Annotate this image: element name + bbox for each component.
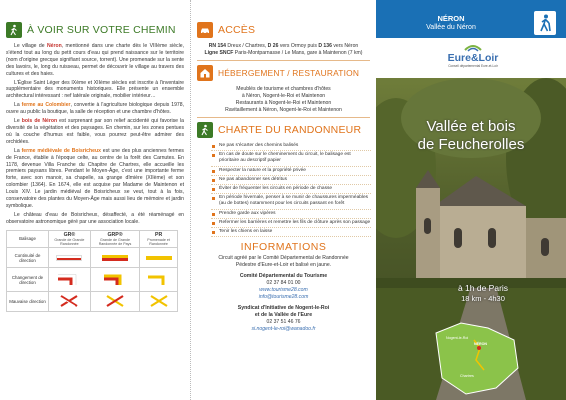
- charte-list: [211, 143, 371, 237]
- charte-item: Respecter la nature et la propriété privée: [211, 168, 371, 176]
- cover-title: Vallée et bois de Feucherolles: [417, 118, 525, 153]
- paragraph-chateau-eau: Le château d'eau de Boisricheux, désaffecté, a été réaménagé en observatoire astronomique géré par une association locale.: [6, 211, 184, 225]
- house-icon: [197, 65, 213, 81]
- charte-item: En période hivernale, penser à se munir de chaussures imperméables (au de bottes) notamment pour les circuits passant en forêt: [211, 195, 371, 209]
- section-header-acces: [197, 22, 370, 38]
- si-email-link[interactable]: si.nogent-le-roi@wanadoo.fr: [251, 326, 316, 333]
- mark-grp-mauvaise: [90, 292, 139, 312]
- paragraph-colombier: La ferme au Colombier, convertie à l'agriculture biologique depuis 1978, ouvre au public la boutique, la salle de réception et une chambre d'hôtes.: [6, 102, 184, 116]
- balisage-legend: [6, 230, 178, 312]
- cdt-contact: Comité Départemental du Tourisme 02 37 84 01 00 www.tourisme28.com info@tourisme28.com: [197, 273, 370, 301]
- section-title-charte: CHARTE DU RANDONNEUR: [218, 124, 362, 136]
- hiker-icon: [534, 11, 556, 35]
- legend-row-changement: Changement de direction: [7, 268, 49, 292]
- section-title-chemin: À VOIR SUR VOTRE CHEMIN: [27, 24, 176, 36]
- charte-item: Prendre garde aux vipères: [211, 211, 371, 219]
- si-contact: Syndicat d'Initiative de Nogent-le-Roi et de la Vallée de l'Eure 02 37 51 46 76 si.nogent-le-roi@wanadoo.fr: [197, 305, 370, 333]
- map-label-chartres: Chartres: [460, 374, 474, 378]
- mark-grp-changement: [90, 268, 139, 292]
- charte-item: Éviter de fréquenter les circuits en période de chasse: [211, 186, 371, 194]
- chemin-text: [6, 43, 184, 226]
- mark-gr-mauvaise: [49, 292, 91, 312]
- legend-col-pr: PR Promenade et Randonnée: [140, 230, 178, 247]
- cdt-website-link[interactable]: www.tourisme28.com: [259, 287, 308, 294]
- route-length-duration: 18 km - 4h30: [461, 294, 505, 303]
- logo-band: [376, 38, 566, 78]
- charte-item: Refermer les barrières et remettre les fils de clôture après son passage: [211, 220, 371, 228]
- paragraph-eglise: L'Église Saint Léger des IXème et XIIème siècles est inscrite à l'inventaire supplémentaire des monuments historiques. Elle présente un ensemble architectural intéressant : nef latérale originale, mobilier intérieur…: [6, 79, 184, 100]
- section-header-charte: [197, 122, 370, 138]
- legend-col-gr: GR® Grande de Grande Randonnée: [49, 230, 91, 247]
- hebergement-text: Meublés de tourisme et chambres d'hôtes à Néron, Nogent-le-Roi et Maintenon Restaurants à Nogent-le-Roi et Maintenon Ravitaillement à Néron, Nogent-le-Roi et Maintenon: [225, 86, 342, 113]
- mark-gr-changement: [49, 268, 91, 292]
- charte-item: Ne pas abandonner ses détritus: [211, 177, 371, 185]
- section-header-hebergement: [197, 65, 370, 81]
- section-title-acces: ACCÈS: [218, 24, 256, 36]
- section-header-chemin: [6, 22, 184, 38]
- charte-item: Tenir les chiens en laisse: [211, 229, 371, 237]
- section-title-hebergement: HÉBERGEMENT / RESTAURATION: [218, 68, 360, 78]
- map-label-nogent: Nogent-le-Roi: [446, 336, 469, 340]
- church-photo: [376, 78, 566, 400]
- commune-name: NÉRON: [437, 14, 465, 23]
- charte-item: En cas de doute sur le cheminement du circuit, le balisage est prioritaire au descriptif papier: [211, 152, 371, 166]
- map-label-neron: NÉRON: [474, 342, 487, 346]
- legend-col-grp: GRP® Grande de Grande Randonnée de Pays: [90, 230, 139, 247]
- mark-pr-continuite: [140, 248, 178, 268]
- acces-text: RN 154 Dreux / Chartres, D 26 vers Ormoy puis D 136 vers Néron Ligne SNCF Paris-Montparnasse / Le Mans, gare à Maintenon (7 km): [204, 43, 363, 56]
- mark-pr-mauvaise: [140, 292, 178, 312]
- valley-name: Vallée du Néron: [426, 24, 476, 31]
- distance-from-paris: à 1h de Paris: [457, 283, 509, 293]
- cover-header: [376, 0, 566, 38]
- info-intro: Circuit agréé par le Comité Départemental de Randonnée Pédestre d'Eure-et-Loir et balisé en jaune.: [218, 255, 349, 269]
- cover-panel: [376, 0, 566, 400]
- legend-row-continuite: Continuité de direction: [7, 248, 49, 268]
- mark-pr-changement: [140, 268, 178, 292]
- paragraph-bois: Le bois de Néron est surprenant par son relief accidenté qui favorise la diversité de la végétation et des paysages. En chemin, sur les zones pentues où la couche d'humus est faible, vous pourrez peut-être admirer des orchidées.: [6, 118, 185, 145]
- section-title-informations: INFORMATIONS: [240, 241, 327, 254]
- legend-header-balisage: Balisage: [7, 230, 49, 247]
- mark-grp-continuite: [90, 248, 139, 268]
- walker-icon: [6, 22, 22, 38]
- legend-row-mauvaise: Mauvaise direction: [7, 292, 49, 312]
- car-icon: [197, 22, 213, 38]
- paragraph-neron: Le village de Néron, mentionné dans une charte dès le VIIIème siècle, s'étend tout au long du petit cours d'eau qui prend naissance sur le territoire (nom d'origine grecque signifiant source, torrent). Une promenade sur la sente des lavoirs, le, long du ruisseau, permet de découvrir le village au travers des cultures et des haies.: [6, 43, 184, 77]
- eure-et-loir-logo: Eure&Loir Conseil départemental Eure-et-Loir: [438, 42, 508, 68]
- hiker-icon: [197, 122, 213, 138]
- mark-gr-continuite: [49, 248, 91, 268]
- cdt-email-link[interactable]: info@tourisme28.com: [258, 294, 309, 301]
- paragraph-boisricheux: La ferme médiévale de Boisricheux est une des plus anciennes fermes de France, établie à l'époque celte, au centre de la forêt des Carnutes. En 1178, devenue Villa Franche du Chapitre de Chartres, elle accueille les premiers paysans libres. Pendant le Moyen-Âge, c'est une importante ferme forte, avec son manoir, sa chapelle, sa grange dîmière (XIIème) et son colombier (1364). En 1674, elle est acquise par Madame de Maintenon et Louis XIV. Le jardin médiéval de Boisricheux se veut, tout à la fois, conservatoire des plantes du Moyen-Âge mais aussi lieu de mémoire et jardin symbolique.: [6, 147, 184, 209]
- charte-item: Ne pas s'écarter des chemins balisés: [211, 143, 371, 151]
- left-panel: [0, 0, 190, 400]
- middle-panel: [190, 0, 376, 400]
